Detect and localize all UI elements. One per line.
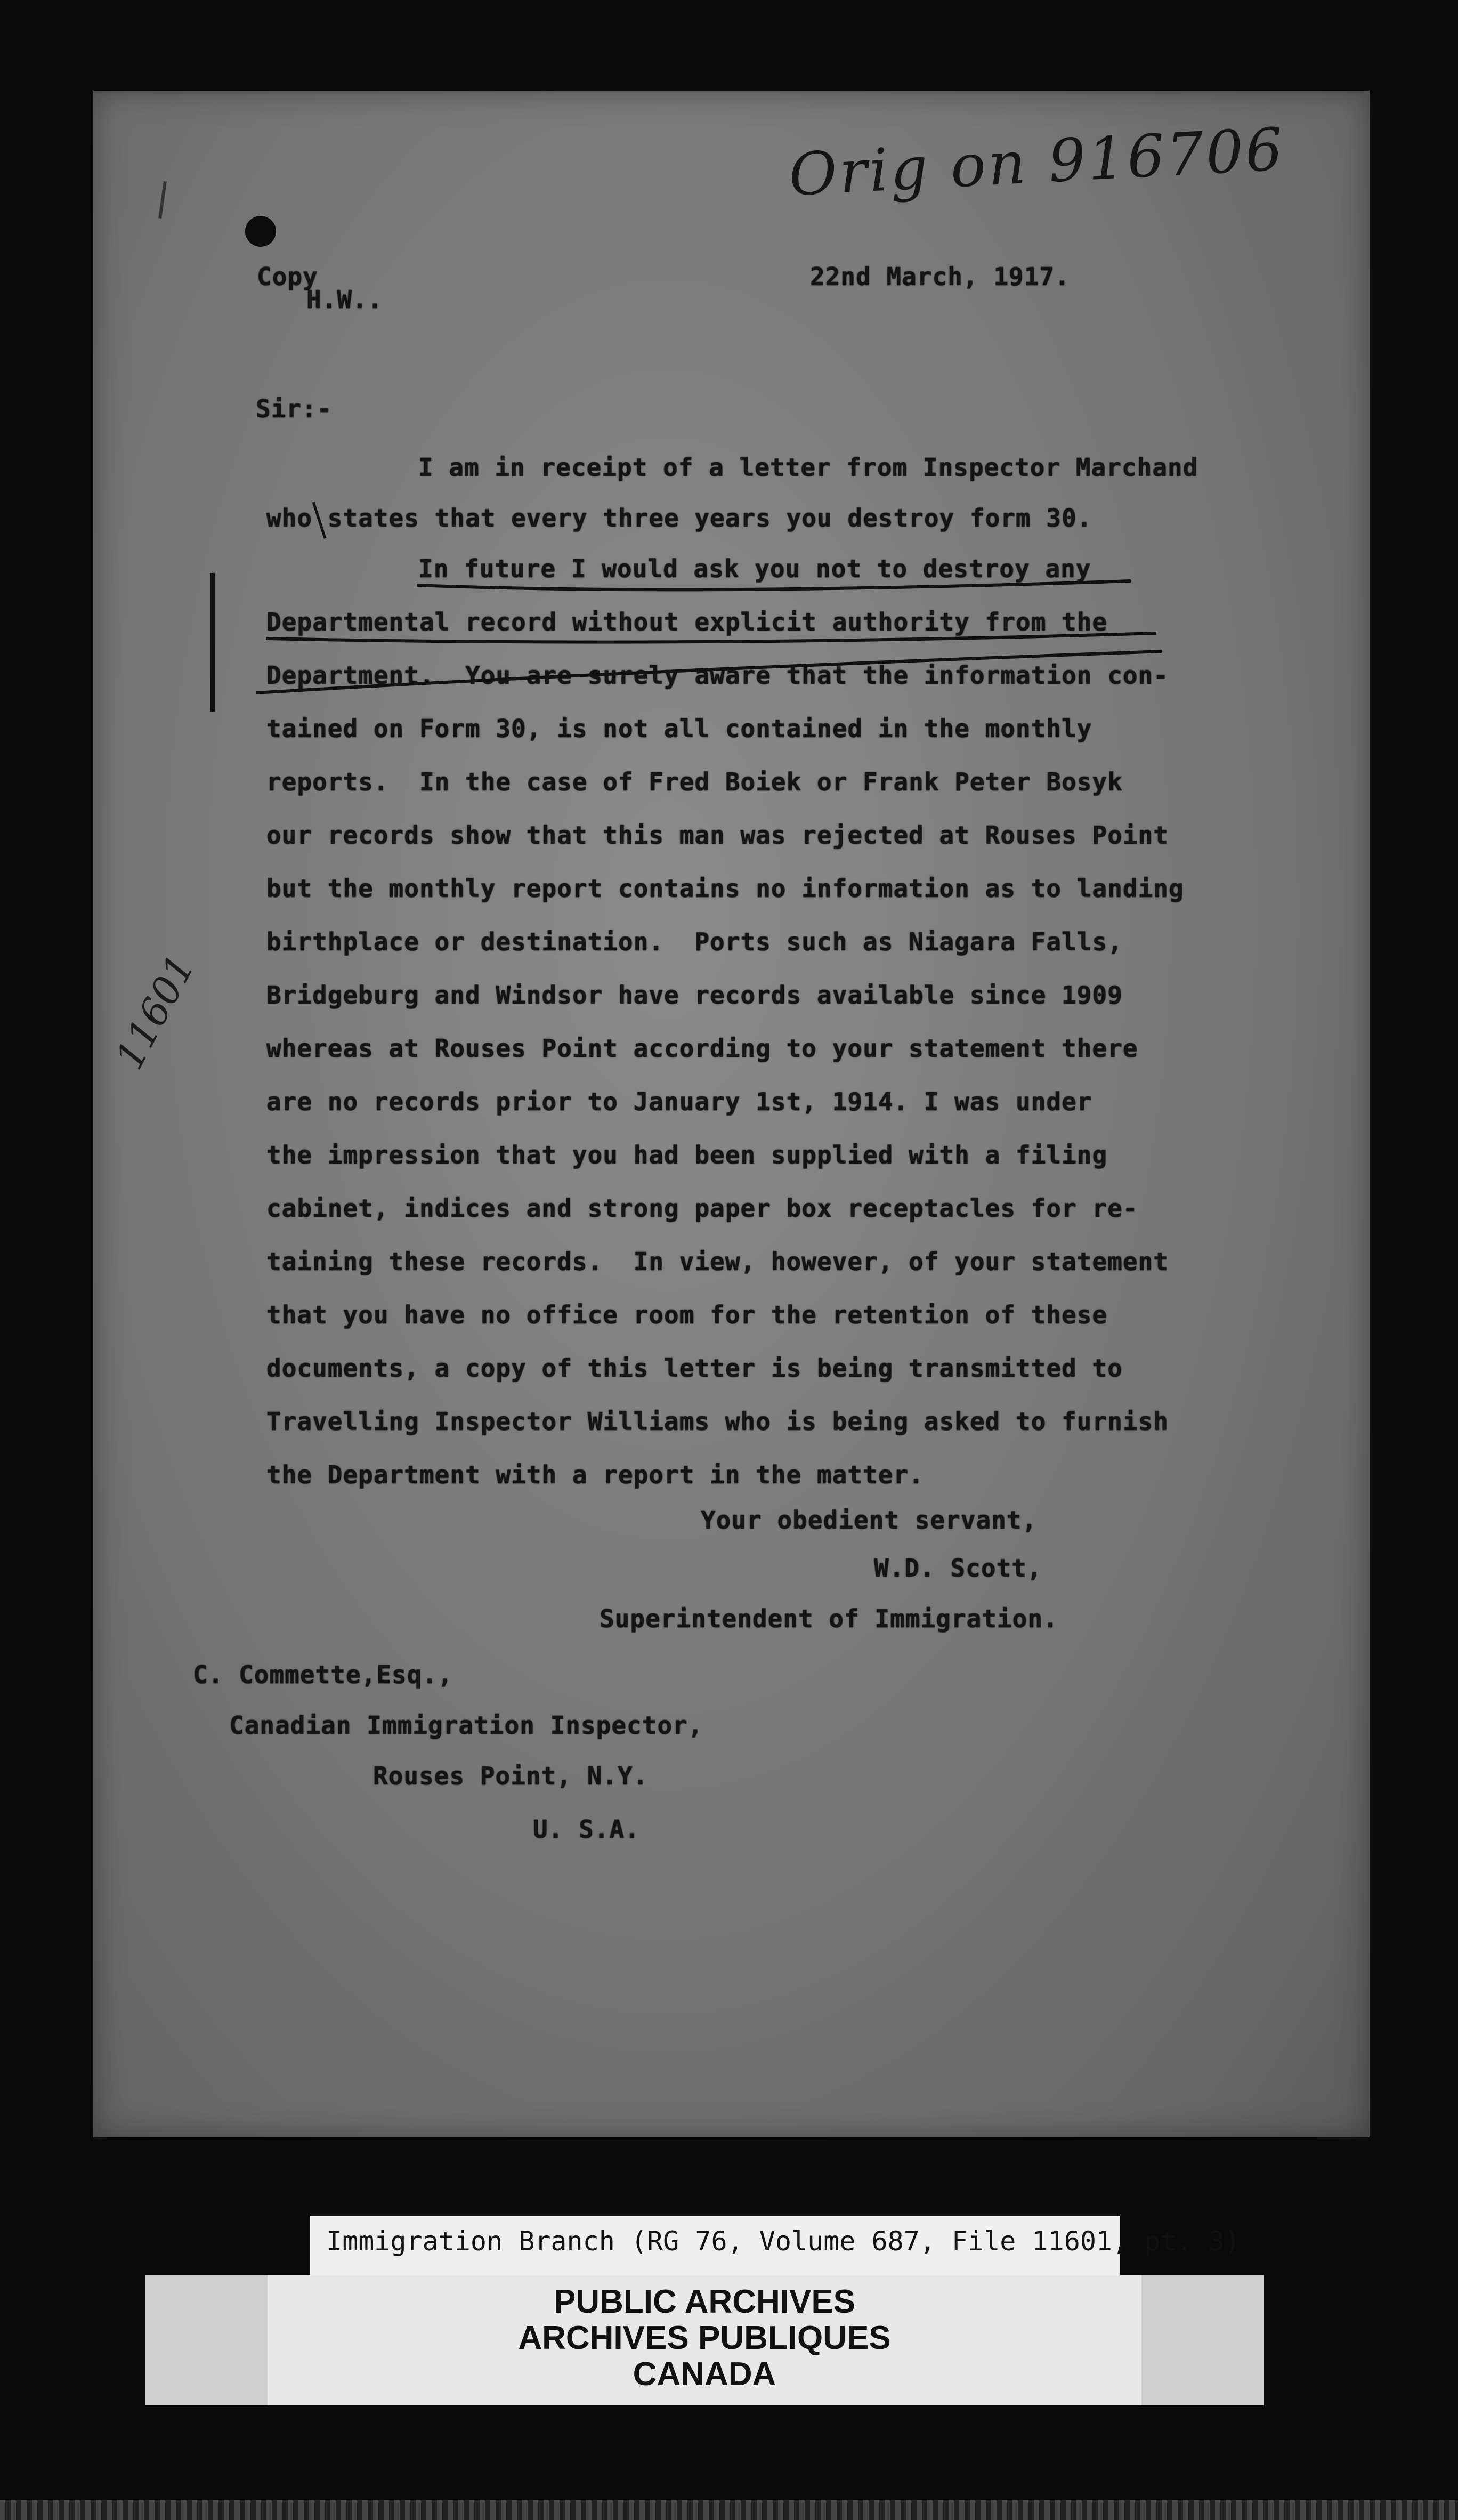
body-line: who states that every three years you destroy form 30. [266,504,1092,532]
body-line: the impression that you had been supplied with a filing [266,1141,1108,1169]
body-line: I am in receipt of a letter from Inspector Marchand [418,453,1198,482]
body-line: taining these records. In view, however, of your statement [266,1247,1169,1276]
archive-stamp [145,2275,1264,2405]
film-edge [0,2500,1458,2520]
address-line: C. Commette,Esq., [193,1660,453,1689]
margin-line [210,573,215,712]
closing: Your obedient servant, [701,1506,1038,1534]
archive-title-line: ARCHIVES PUBLIQUES [518,2320,891,2356]
body-line: reports. In the case of Fred Boiek or Frank Peter Bosyk [266,768,1123,796]
body-line: that you have no office room for the retention of these [266,1301,1108,1329]
body-line: documents, a copy of this letter is being transmitted to [266,1354,1123,1383]
body-line: are no records prior to January 1st, 1914. I was under [266,1087,1092,1116]
body-line: In future I would ask you not to destroy any [418,554,1091,583]
body-line: birthplace or destination. Ports such as Niagara Falls, [266,927,1123,956]
copy-label: Copy [257,262,318,291]
body-line: Bridgeburg and Windsor have records available since 1909 [266,981,1123,1009]
address-line: Canadian Immigration Inspector, [229,1711,703,1740]
salutation: Sir:- [256,394,333,423]
handwritten-file-annotation: Orig on 916706 [787,115,1286,209]
signature-title: Superintendent of Immigration. [600,1604,1058,1633]
body-line: tained on Form 30, is not all contained in the monthly [266,714,1092,743]
body-line: Department. You are surely aware that the information con- [266,661,1169,690]
address-line: Rouses Point, N.Y. [373,1762,649,1790]
letter-date: 22nd March, 1917. [810,262,1070,291]
body-line: our records show that this man was rejected at Rouses Point [266,821,1169,850]
archive-reference: Immigration Branch (RG 76, Volume 687, File 11601, pt. 3) [310,2216,1120,2276]
ink-blot [245,216,276,247]
handwritten-margin-number: 11601 [107,947,204,1077]
address-line: U. S.A. [533,1815,640,1844]
body-line: Travelling Inspector Williams who is being asked to furnish [266,1407,1169,1436]
body-line: the Department with a report in the matter. [266,1460,924,1489]
body-line: but the monthly report contains no information as to landing [266,874,1184,903]
body-line: whereas at Rouses Point according to your statement there [266,1034,1138,1063]
archive-title-line: PUBLIC ARCHIVES [553,2283,856,2320]
body-line: cabinet, indices and strong paper box receptacles for re- [266,1194,1138,1223]
archive-title-line: CANADA [633,2356,776,2393]
body-line: Departmental record without explicit authority from the [266,608,1108,636]
signature: W.D. Scott, [874,1554,1042,1582]
recipient-initials: H.W.. [306,285,383,314]
